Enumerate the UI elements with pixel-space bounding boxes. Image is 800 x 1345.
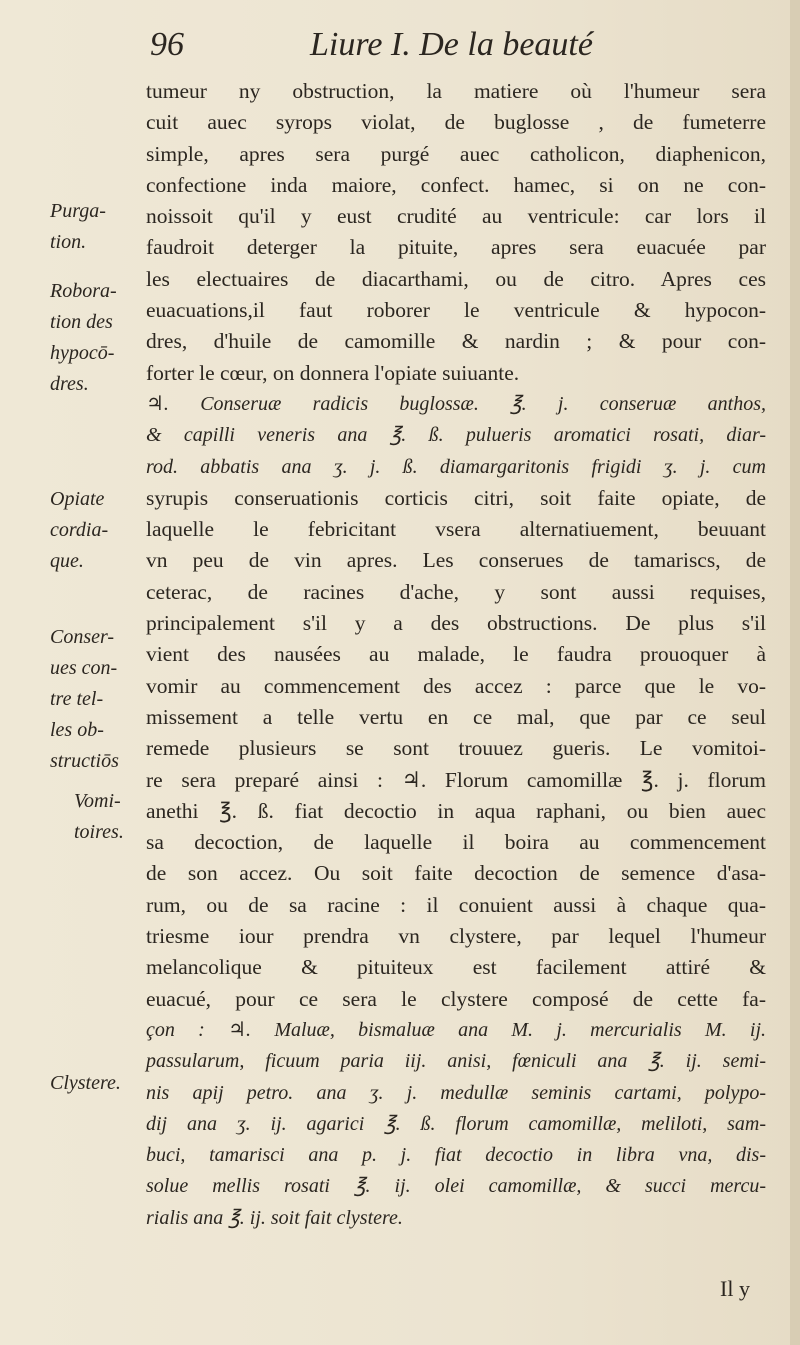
page-edge (790, 0, 800, 1345)
margin-line: dres. (50, 373, 89, 395)
text-line: confectione inda maiore, confect. hamec, si on ne con- (146, 172, 766, 197)
margin-line: hypocō- (50, 342, 115, 364)
catchword: Il y (720, 1276, 750, 1301)
recipe-line: buci, tamarisci ana p. j. fiat decoctio in libra vna, dis- (146, 1144, 766, 1167)
text-line: ceterac, de racines d'ache, y sont aussi requises, (146, 579, 766, 604)
recipe-line: solue mellis rosati ℥. ij. olei camomillæ, & succi mercu- (146, 1175, 766, 1198)
recipe-line: passularum, ficuum paria iij. anisi, fœniculi ana ℥. ij. semi- (146, 1050, 766, 1073)
text-line: vomir au commencement des accez : parce que le vo- (146, 673, 766, 698)
text-line: euacuations,il faut roborer le ventricule & hypocon- (146, 298, 766, 323)
margin-line: tion des (50, 311, 113, 333)
recipe-line: & capilli veneris ana ℥. ß. pulueris aromatici rosati, diar- (146, 424, 766, 447)
margin-line: toires. (74, 821, 124, 843)
text-line: syrupis conseruationis corticis citri, soit faite opiate, de (146, 485, 766, 510)
margin-line: les ob- (50, 719, 104, 741)
text-line: euacué, pour ce sera le clystere composé de cette fa- (146, 986, 766, 1011)
text-line: missement a telle vertu en ce mal, que par ce seul (146, 704, 766, 729)
margin-note-conserues (50, 622, 142, 777)
margin-line: Conser- (50, 626, 115, 648)
running-title: Liure I. De la beauté (310, 26, 593, 63)
recipe-line: nis apij petro. ana ʒ. j. medullæ seminis cartami, polypo- (146, 1081, 766, 1104)
margin-line: Robora- (50, 280, 117, 302)
margin-line: cordia- (50, 519, 109, 541)
page-number: 96 (150, 26, 184, 63)
text-line: principalement s'il y a des obstructions. De plus s'il (146, 611, 766, 636)
margin-line: que. (50, 550, 84, 572)
text-line: sa decoction, de laquelle il boira au commencement (146, 830, 766, 855)
text-line: triesme iour prendra vn clystere, par lequel l'humeur (146, 924, 766, 949)
recipe-line: rialis ana ℥. ij. soit fait clystere. (146, 1206, 403, 1229)
text-line: rum, ou de sa racine : il conuient aussi à chaque qua- (146, 892, 766, 917)
text-line: anethi ℥. ß. fiat decoctio in aqua raphani, ou bien auec (146, 798, 766, 823)
margin-line: Clystere. (50, 1072, 121, 1094)
text-line: melancolique & pituiteux est facilement attiré & (146, 955, 766, 980)
text-line: forter le cœur, on donnera l'opiate suiuante. (146, 360, 520, 385)
margin-note-roboration (50, 276, 142, 400)
page-header (150, 26, 770, 70)
text-line: tumeur ny obstruction, la matiere où l'humeur sera (146, 79, 766, 103)
margin-line: Purga- (50, 200, 106, 222)
margin-line: structiōs (50, 750, 119, 772)
recipe-line: rod. abbatis ana ʒ. j. ß. diamargaritonis frigidi ʒ. j. cum (146, 455, 766, 478)
text-line: vn peu de vin apres. Les conserues de tamariscs, de (146, 548, 766, 573)
text-line: laquelle le febricitant vsera alternatiuement, beuuant (146, 517, 766, 542)
margin-line: tre tel- (50, 688, 104, 710)
margin-line: ues con- (50, 657, 118, 679)
margin-note-purgation (50, 196, 142, 258)
margin-line: Opiate (50, 488, 105, 510)
margin-line: tion. (50, 231, 87, 253)
recipe-line: ♃. Conseruæ radicis buglossæ. ℥. j. conseruæ anthos, (146, 392, 766, 415)
main-text (146, 76, 766, 1234)
text-line: faudroit deterger la pituite, apres sera euacuée par (146, 235, 766, 260)
text-line: vient des nausées au malade, le faudra prouoquer à (146, 642, 766, 667)
text-line: de son accez. Ou soit faite decoction de semence d'asa- (146, 861, 766, 886)
margin-line: Vomi- (74, 790, 121, 812)
text-line: re sera preparé ainsi : ♃. Florum camomillæ ℥. j. florum (146, 767, 766, 792)
text-line: dres, d'huile de camomille & nardin ; & pour con- (146, 329, 766, 354)
text-line: simple, apres sera purgé auec catholicon, diaphenicon, (146, 141, 766, 166)
text-line: cuit auec syrops violat, de buglosse , de fumeterre (146, 110, 766, 135)
margin-note-clystere (50, 1068, 142, 1099)
text-line: noissoit qu'il y eust crudité au ventricule: car lors il (146, 204, 766, 229)
recipe-line: dij ana ʒ. ij. agarici ℥. ß. florum camomillæ, meliloti, sam- (146, 1112, 766, 1135)
text-line: les electuaires de diacarthami, ou de citro. Apres ces (146, 266, 766, 291)
recipe-line: çon : ♃. Maluæ, bismaluæ ana M. j. mercurialis M. ij. (146, 1018, 766, 1041)
margin-note-vomitoires (74, 786, 166, 848)
margin-note-opiate (50, 484, 142, 577)
text-line: remede plusieurs se sont trouuez gueris. Le vomitoi- (146, 736, 766, 761)
